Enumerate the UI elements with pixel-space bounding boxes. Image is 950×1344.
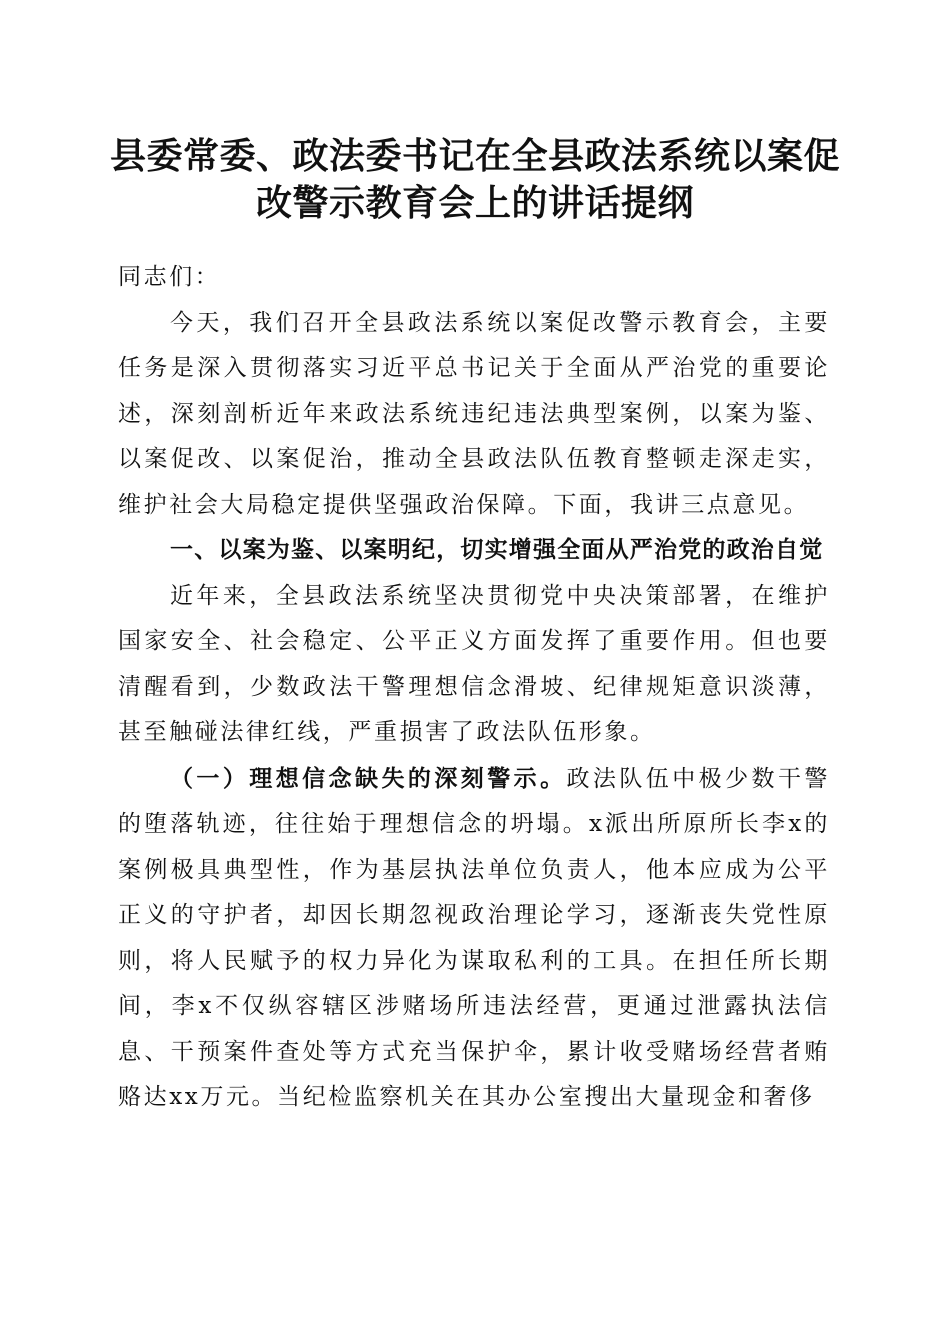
intro-paragraph: 今天，我们召开全县政法系统以案促改警示教育会，主要任务是深入贯彻落实习近平总书记关于全面从严治党的重要论述，深刻剖析近年来政法系统违纪违法典型案例，以案为鉴、以案促改、以案促治，推动全县政法队伍教育整顿走深走实，维护社会大局稳定提供坚强政治保障。下面，我讲三点意见。: [118, 309, 830, 518]
document-body: [118, 255, 830, 1121]
section-1-heading: 一、以案为鉴、以案明纪，切实增强全面从严治党的政治自觉: [170, 537, 824, 563]
subsection-1-heading: （一）理想信念缺失的深刻警示。: [170, 764, 567, 792]
salutation: 同志们：: [118, 264, 221, 290]
title-line-2: 改警示教育会上的讲话提纲: [255, 182, 694, 224]
document-title: [110, 133, 840, 227]
title-line-1: 县委常委、政法委书记在全县政法系统以案促: [110, 135, 841, 177]
subsection-1-paragraph: [118, 756, 830, 1121]
subsection-1-text: 政法队伍中极少数干警的堕落轨迹，往往始于理想信念的坍塌。x派出所原所长李x的案例极具典型性，作为基层执法单位负责人，他本应成为公平正义的守护者，却因长期忽视政治理论学习，逐渐丧失党性原则，将人民赋予的权力异化为谋取私利的工具。在担任所长期间，李x不仅纵容辖区涉赌场所违法经营，更通过泄露执法信息、干预案件查处等方式充当保护伞，累计收受赌场经营者贿赂达xx万元。当纪检监察机关在其办公室搜出大量现金和奢侈: [118, 765, 830, 1110]
section-1-paragraph: 近年来，全县政法系统坚决贯彻党中央决策部署，在维护国家安全、社会稳定、公平正义方面发挥了重要作用。但也要清醒看到，少数政法干警理想信念滑坡、纪律规矩意识淡薄，甚至触碰法律红线，严重损害了政法队伍形象。: [118, 582, 830, 745]
